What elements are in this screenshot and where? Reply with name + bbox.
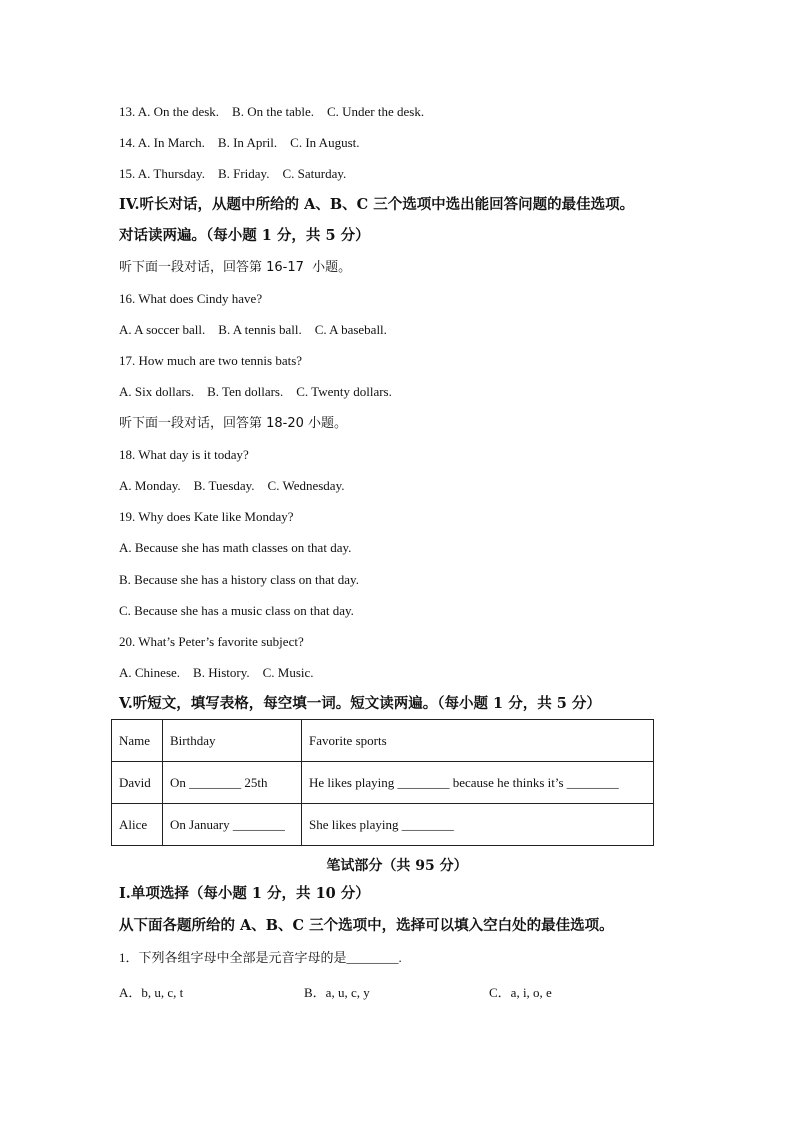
q16-options: A. A soccer ball. B. A tennis ball. C. A baseball. <box>119 322 387 337</box>
q19-question: 19. Why does Kate like Monday? <box>119 509 294 524</box>
q14-options: 14. A. In March. B. In April. C. In August. <box>119 135 360 150</box>
table-cell: David <box>112 762 163 804</box>
q15-options: 15. A. Thursday. B. Friday. C. Saturday. <box>119 166 347 181</box>
q20-question: 20. What’s Peter’s favorite subject? <box>119 634 304 649</box>
q18-options: A. Monday. B. Tuesday. C. Wednesday. <box>119 478 345 493</box>
section-iv-heading-cont: 对话读两遍。（每小题 1 分，共 5 分） <box>119 227 370 244</box>
fill-in-table <box>111 719 654 846</box>
q1-option-c: C．a, i, o, e <box>489 985 552 1000</box>
table-header-row <box>112 720 654 762</box>
q19-option-a: A. Because she has math classes on that day. <box>119 540 352 555</box>
table-header-cell: Birthday <box>163 720 302 762</box>
q17-options: A. Six dollars. B. Ten dollars. C. Twenty dollars. <box>119 384 392 399</box>
table-cell: On January ________ <box>163 804 302 846</box>
written-part-title: 笔试部分（共 95 分） <box>326 858 468 874</box>
q1-question: 1．下列各组字母中全部是元音字母的是________. <box>119 950 402 965</box>
q13-options: 13. A. On the desk. B. On the table. C. Under the desk. <box>119 104 425 119</box>
q18-question: 18. What day is it today? <box>119 447 249 462</box>
table-cell: She likes playing ________ <box>302 804 654 846</box>
q20-options: A. Chinese. B. History. C. Music. <box>119 665 314 680</box>
dialogue-instruction-1: 听下面一段对话，回答第 16-17 小题。 <box>119 260 352 275</box>
section-v-heading: V.听短文，填写表格，每空填一词。短文读两遍。（每小题 1 分，共 5 分） <box>119 695 601 712</box>
section-i-heading: Ⅰ.单项选择（每小题 1 分，共 10 分） <box>119 885 370 902</box>
table-row <box>112 762 654 804</box>
dialogue-instruction-2: 听下面一段对话，回答第 18-20 小题。 <box>119 416 348 431</box>
q19-option-c: C. Because she has a music class on that day. <box>119 603 354 618</box>
q1-option-b: B．a, u, c, y <box>304 985 370 1000</box>
table-row <box>112 804 654 846</box>
table-cell: On ________ 25th <box>163 762 302 804</box>
q19-option-b: B. Because she has a history class on that day. <box>119 572 359 587</box>
q1-option-a: A．b, u, c, t <box>119 985 184 1000</box>
table-cell: Alice <box>112 804 163 846</box>
section-i-instruction: 从下面各题所给的 A、B、C 三个选项中，选择可以填入空白处的最佳选项。 <box>119 917 614 934</box>
table-header-cell: Name <box>112 720 163 762</box>
section-iv-heading: IV.听长对话，从题中所给的 A、B、C 三个选项中选出能回答问题的最佳选项。 <box>119 196 635 213</box>
table-cell: He likes playing ________ because he thinks it’s ________ <box>302 762 654 804</box>
table-header-cell: Favorite sports <box>302 720 654 762</box>
q16-question: 16. What does Cindy have? <box>119 291 263 306</box>
q17-question: 17. How much are two tennis bats? <box>119 353 303 368</box>
